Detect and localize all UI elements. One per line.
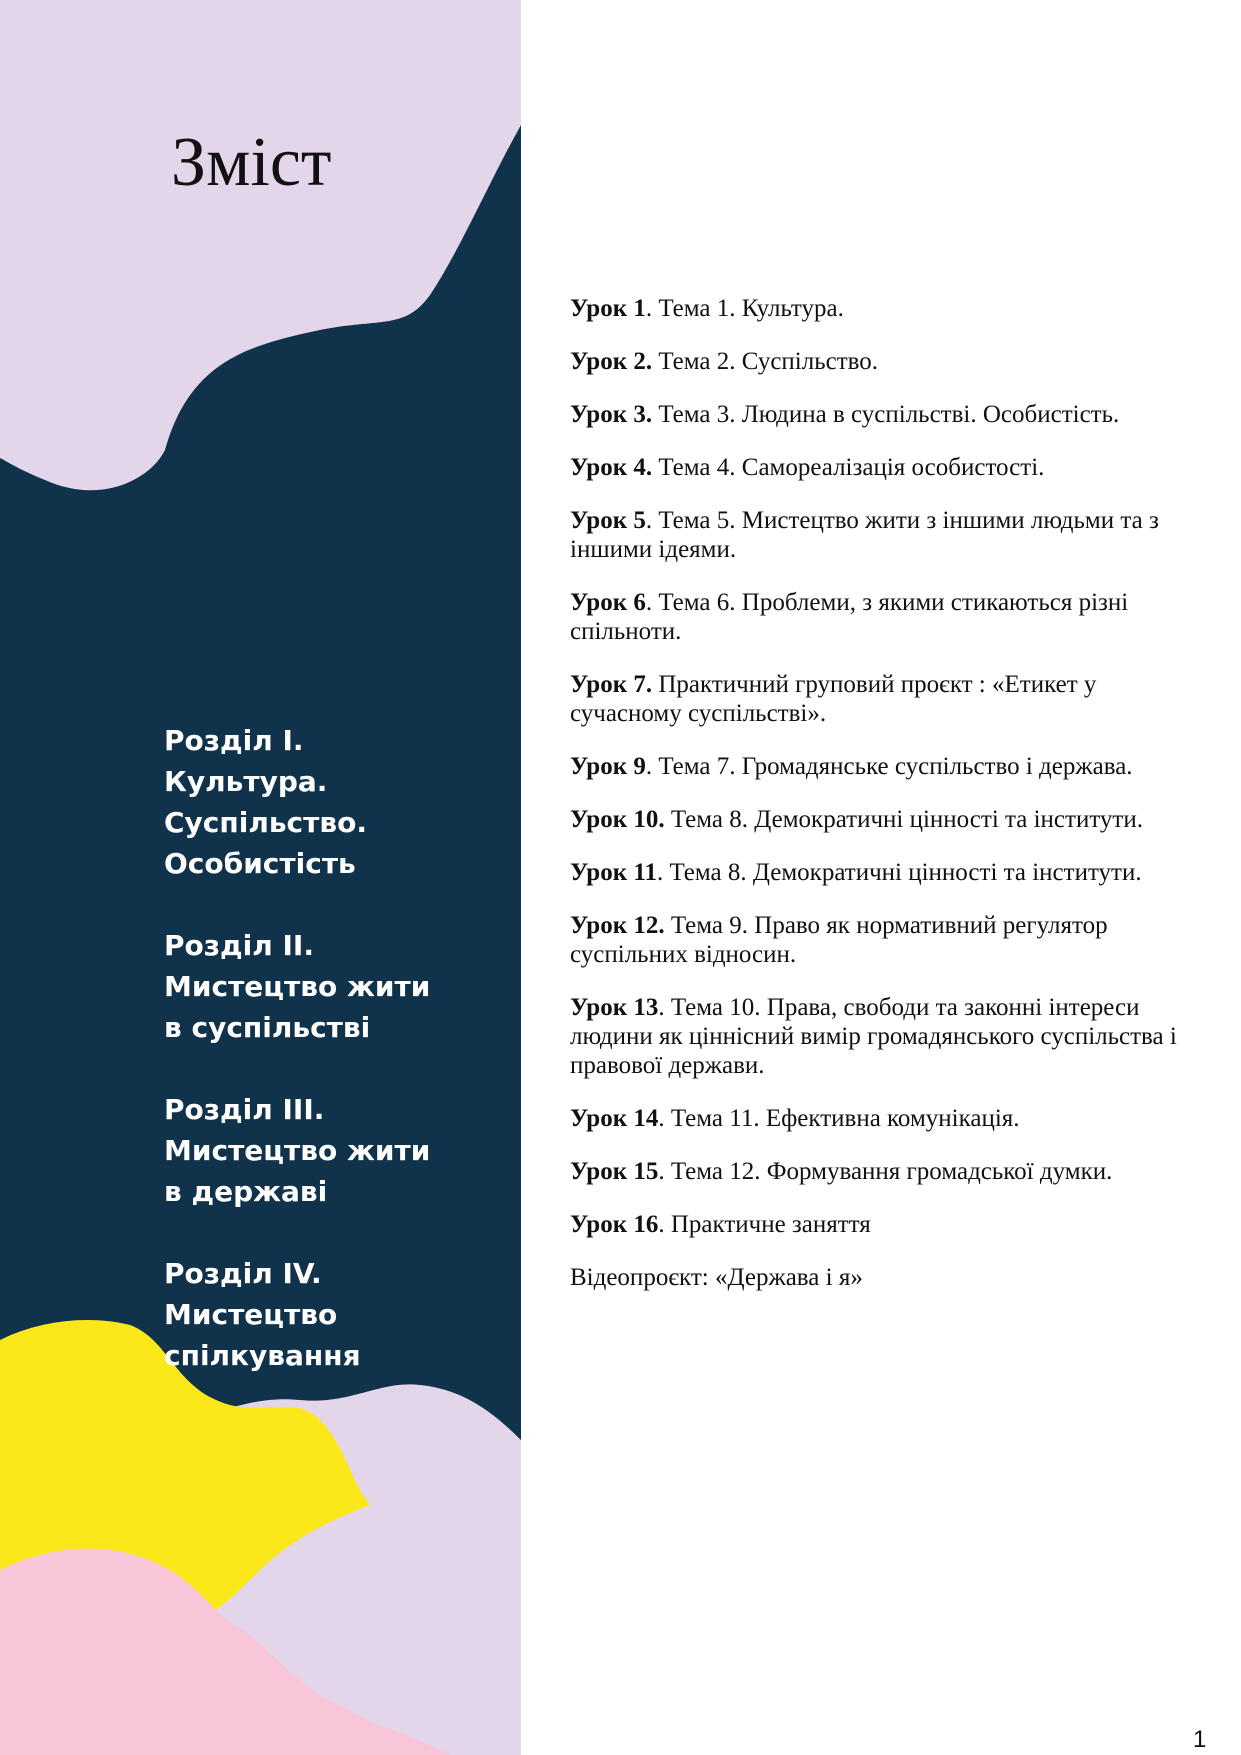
lesson-list: [570, 294, 1180, 1316]
lesson-text: . Тема 10. Права, свободи та законні інтереси людини як ціннісний вимір громадянського суспільства і правової держави.: [570, 994, 1177, 1079]
lesson-text: . Тема 12. Формування громадської думки.: [658, 1158, 1113, 1185]
lesson-text: Тема 2. Суспільство.: [652, 348, 879, 375]
lesson-text: Тема 9. Право як нормативний регулятор суспільних відносин.: [570, 912, 1108, 968]
lesson-entry: [570, 588, 1180, 646]
lesson-text: . Тема 6. Проблеми, з якими стикаються різні спільноти.: [570, 589, 1129, 645]
lesson-text: . Тема 7. Громадянське суспільство і держава.: [645, 753, 1133, 780]
section-line: Культура.: [164, 765, 328, 798]
lesson-label: Урок 14: [570, 1105, 659, 1132]
lesson-entry: [570, 993, 1180, 1080]
lesson-entry: [570, 400, 1180, 429]
section-line: Мистецтво жити: [164, 970, 431, 1003]
lesson-label: Урок 1: [570, 295, 646, 322]
lesson-text: . Тема 1. Культура.: [645, 295, 844, 322]
lesson-text: . Тема 5. Мистецтво жити з іншими людьми та з іншими ідеями.: [570, 507, 1159, 563]
lesson-text: Тема 4. Самореалізація особистості.: [652, 454, 1045, 481]
section-line: в державі: [164, 1175, 328, 1208]
section-line: Розділ ІІ.: [164, 929, 314, 962]
page-title: Зміст: [171, 124, 332, 201]
lesson-label: Урок 12.: [570, 912, 665, 939]
lesson-entry: [570, 347, 1180, 376]
section-item: [164, 1089, 504, 1212]
section-line: Мистецтво: [164, 1298, 338, 1331]
lesson-label: Урок 6: [570, 589, 646, 616]
section-line: Мистецтво жити: [164, 1134, 431, 1167]
lesson-text: Тема 8. Демократичні цінності та інститути.: [664, 806, 1143, 833]
lesson-label: Урок 16: [570, 1211, 659, 1238]
section-line: Розділ ІV.: [164, 1257, 322, 1290]
lesson-entry: [570, 911, 1180, 969]
lesson-entry: [570, 670, 1180, 728]
lesson-label: Урок 9: [570, 753, 646, 780]
lesson-text: Відеопроєкт: «Держава і я»: [570, 1264, 863, 1291]
lesson-entry: [570, 1263, 1180, 1292]
section-list: [164, 720, 504, 1417]
lesson-entry: [570, 805, 1180, 834]
lesson-text: Тема 3. Людина в суспільстві. Особистість.: [652, 401, 1120, 428]
lesson-label: Урок 7.: [570, 671, 653, 698]
section-line: Розділ ІІІ.: [164, 1093, 325, 1126]
lesson-label: Урок 11: [570, 859, 657, 886]
lesson-entry: [570, 506, 1180, 564]
lesson-label: Урок 4.: [570, 454, 653, 481]
section-line: Особистість: [164, 847, 356, 880]
lesson-entry: [570, 453, 1180, 482]
lesson-text: . Тема 11. Ефективна комунікація.: [658, 1105, 1020, 1132]
section-line: Суспільство.: [164, 806, 367, 839]
section-line: в суспільстві: [164, 1011, 371, 1044]
section-item: [164, 1253, 504, 1376]
section-line: Розділ І.: [164, 724, 304, 757]
decorative-side-panel: [0, 0, 521, 1755]
section-item: [164, 925, 504, 1048]
section-line: спілкування: [164, 1339, 361, 1372]
lesson-label: Урок 3.: [570, 401, 653, 428]
lesson-entry: [570, 294, 1180, 323]
lesson-label: Урок 15: [570, 1158, 659, 1185]
lesson-entry: [570, 858, 1180, 887]
lesson-entry: [570, 1210, 1180, 1239]
lesson-label: Урок 10.: [570, 806, 665, 833]
lesson-entry: [570, 1104, 1180, 1133]
section-item: [164, 720, 504, 884]
lesson-entry: [570, 1157, 1180, 1186]
lesson-text: Практичний груповий проєкт : «Етикет у сучасному суспільстві».: [570, 671, 1097, 727]
lesson-text: . Практичне заняття: [658, 1211, 871, 1238]
lesson-label: Урок 5: [570, 507, 646, 534]
lesson-entry: [570, 752, 1180, 781]
lesson-label: Урок 2.: [570, 348, 653, 375]
page-number: 1: [1193, 1726, 1207, 1753]
lesson-label: Урок 13: [570, 994, 659, 1021]
lesson-text: . Тема 8. Демократичні цінності та інститути.: [656, 859, 1142, 886]
